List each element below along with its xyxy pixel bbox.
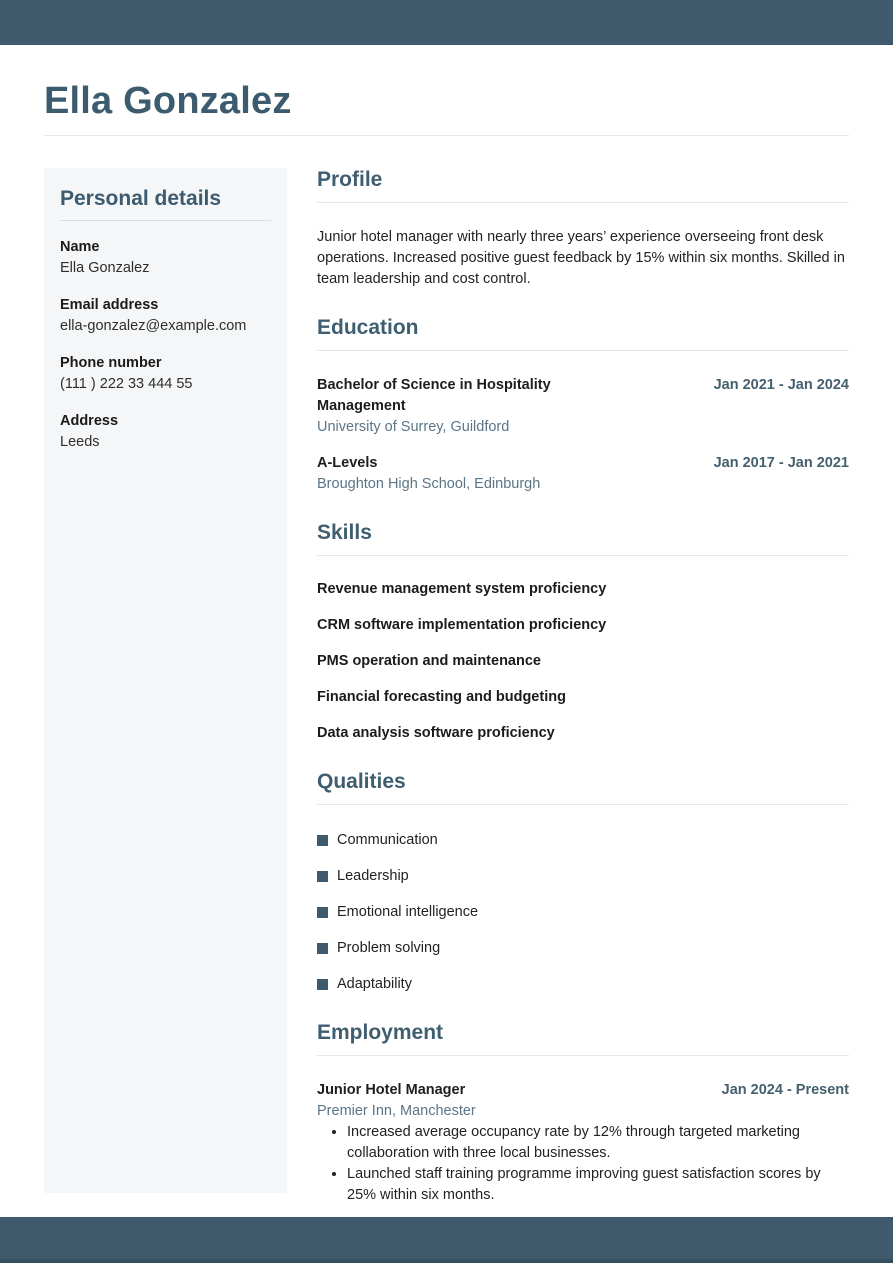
education-entry [317,453,849,495]
quality-label: Problem solving [337,940,441,956]
section-employment [317,1021,849,1206]
square-bullet-icon [317,979,328,990]
skill-item: PMS operation and maintenance [317,653,541,669]
section-skills [317,521,849,744]
field-value: Ella Gonzalez [60,260,150,276]
quality-item [317,866,849,887]
education-entry-head [317,453,849,474]
quality-label: Adaptability [337,976,412,992]
content-columns [44,168,849,1206]
bottom-accent-bar [0,1217,893,1263]
section-qualities [317,770,849,995]
job-dates: Jan 2024 - Present [721,1082,849,1098]
skill-item: CRM software implementation proficiency [317,617,607,633]
skill-item: Data analysis software proficiency [317,725,555,741]
personal-details-panel [44,168,287,1193]
institution: Broughton High School, Edinburgh [317,476,541,492]
cv-page [0,82,893,1206]
employment-heading: Employment [317,1021,849,1056]
degree-title: Bachelor of Science in Hospitality Management [317,377,551,414]
education-entry [317,375,849,438]
field-label: Email address [60,297,159,313]
company: Premier Inn, Manchester [317,1103,476,1119]
degree-dates: Jan 2017 - Jan 2021 [713,455,849,471]
field-phone [60,353,271,395]
education-entry-head [317,375,849,417]
field-value: Leeds [60,434,100,450]
job-bullet: • Increased average occupancy rate by 12% through targeted marketing collaboration with three local businesses. [347,1122,849,1164]
field-value: ella-gonzalez@example.com [60,318,247,334]
job-bullet: • Launched staff training programme improving guest satisfaction scores by 25% within six months. [347,1164,849,1206]
square-bullet-icon [317,835,328,846]
job-title: Junior Hotel Manager [317,1082,466,1098]
quality-item [317,974,849,995]
quality-item [317,938,849,959]
skill-list [317,579,849,744]
skill-item: Financial forecasting and budgeting [317,689,566,705]
section-education [317,316,849,495]
profile-heading: Profile [317,168,849,203]
field-label: Phone number [60,355,162,371]
quality-list [317,830,849,995]
profile-text: Junior hotel manager with nearly three years’ experience overseeing front desk operations. Increased positive guest feedback by 15% within six months. Skilled in team leadership and cost control. [317,229,845,287]
square-bullet-icon [317,943,328,954]
title-divider [44,135,849,136]
quality-label: Communication [337,832,438,848]
field-label: Name [60,239,100,255]
field-label: Address [60,413,119,429]
quality-item [317,902,849,923]
education-heading: Education [317,316,849,351]
employment-entry [317,1080,849,1206]
field-email [60,295,271,337]
skill-item: Revenue management system proficiency [317,581,607,597]
degree-title: A-Levels [317,455,378,471]
field-value: (111 ) 222 33 444 55 [60,376,193,392]
section-profile [317,168,849,290]
top-accent-bar [0,0,893,45]
quality-label: Emotional intelligence [337,904,479,920]
personal-details-heading: Personal details [60,187,271,221]
page-title: Ella Gonzalez [44,80,292,122]
quality-item [317,830,849,851]
field-name [60,237,271,279]
field-address [60,411,271,453]
quality-label: Leadership [337,868,409,884]
square-bullet-icon [317,871,328,882]
skills-heading: Skills [317,521,849,556]
square-bullet-icon [317,907,328,918]
cv-main-column [317,168,849,1206]
institution: University of Surrey, Guildford [317,419,510,435]
degree-dates: Jan 2021 - Jan 2024 [713,377,849,393]
job-bullet-list [317,1122,849,1206]
qualities-heading: Qualities [317,770,849,805]
employment-entry-head [317,1080,849,1101]
